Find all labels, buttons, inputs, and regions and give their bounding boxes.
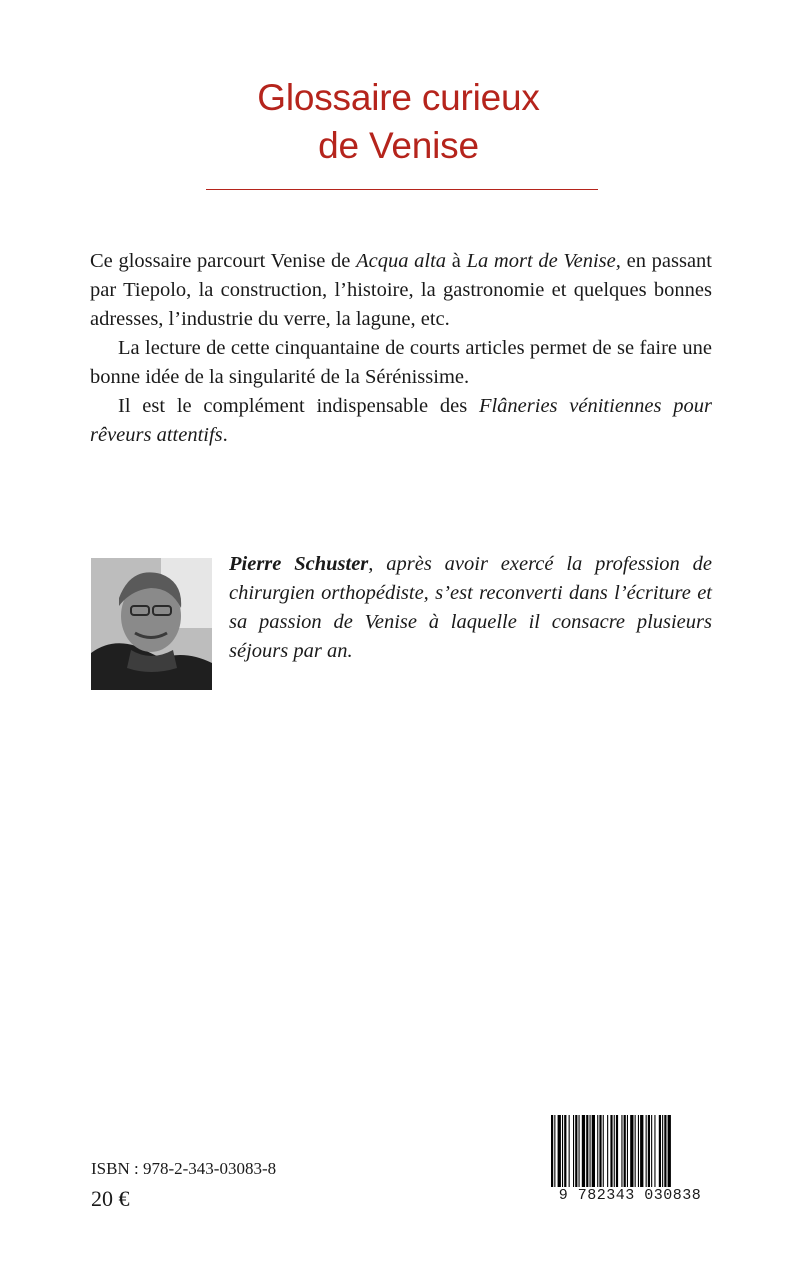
isbn: ISBN : 978-2-343-03083-8 [91,1159,277,1178]
author-portrait-icon [91,558,212,690]
barcode-bar [579,1115,580,1189]
barcode-bar [590,1115,591,1189]
book-title [0,74,797,170]
blurb-italic: Flâneries vénitiennes pour rêveurs attentifs [90,395,712,446]
blurb-text: en passant par Tiepolo, la construction, l’histoire, la gastronomie et quelques bonnes adresses, l’industrie du verre, la lagune, etc. [90,250,712,330]
barcode-bar [638,1115,639,1189]
barcode-bar [630,1115,633,1189]
barcode-bar [558,1115,561,1189]
barcode-bar [624,1115,626,1189]
barcode-bar [668,1115,671,1189]
barcode-bar [562,1115,563,1189]
blurb-paragraph-1 [90,247,712,334]
barcode-bar [564,1115,566,1189]
title-divider [206,189,598,190]
barcode-bar [616,1115,618,1189]
blurb-text: Il est le complément indispensable des [118,395,479,417]
price: 20 € [91,1186,130,1211]
blurb-text: Ce glossaire parcourt Venise de [90,250,357,272]
barcode-bar [659,1115,661,1189]
barcode-bar [603,1115,604,1189]
barcode-bar [640,1115,643,1189]
blurb-paragraph-2: La lecture de cette cinquantaine de courts articles permet de se faire une bonne idée de la singularité de la Sérénissime. [90,337,712,388]
blurb [90,247,712,450]
barcode-bar [569,1115,570,1189]
barcode-number: 9 782343 030838 [547,1187,713,1205]
barcode-bar [586,1115,588,1189]
barcode-bar [607,1115,608,1189]
barcode-bar [592,1115,595,1189]
barcode-bar [627,1115,628,1189]
blurb-paragraph-3 [90,392,712,450]
barcode-bar [597,1115,598,1189]
barcode-bar [582,1115,585,1189]
author-photo [91,558,212,690]
barcode-bar [654,1115,655,1189]
blurb-italic: La mort de Venise, [466,250,621,272]
barcode-bar [664,1115,666,1189]
barcode-bar [551,1115,553,1189]
barcode-bar [599,1115,601,1189]
barcode-bar [573,1115,574,1189]
title-line-2: de Venise [318,125,479,166]
title-line-1: Glossaire curieux [257,77,540,118]
barcode-bar [651,1115,652,1189]
barcode-bar [575,1115,577,1189]
author-bio-text: , après avoir exercé la profession de chirurgien orthopédiste, s’est reconverti dans l’écriture et sa passion de Venise à laquelle il consacre plusieurs séjours par an. [229,553,712,662]
blurb-text: à [446,250,467,272]
barcode-bar [621,1115,622,1189]
barcode-bar [646,1115,647,1189]
barcode-bar [648,1115,650,1189]
blurb-italic: Acqua alta [356,250,447,272]
barcode-bar [635,1115,636,1189]
barcode-bar [554,1115,555,1189]
barcode-bar [662,1115,663,1189]
author-bio [229,550,712,666]
blurb-text: . [222,424,228,446]
author-name: Pierre Schuster [229,553,369,575]
barcode-bar [614,1115,615,1189]
barcode-bar [610,1115,612,1189]
